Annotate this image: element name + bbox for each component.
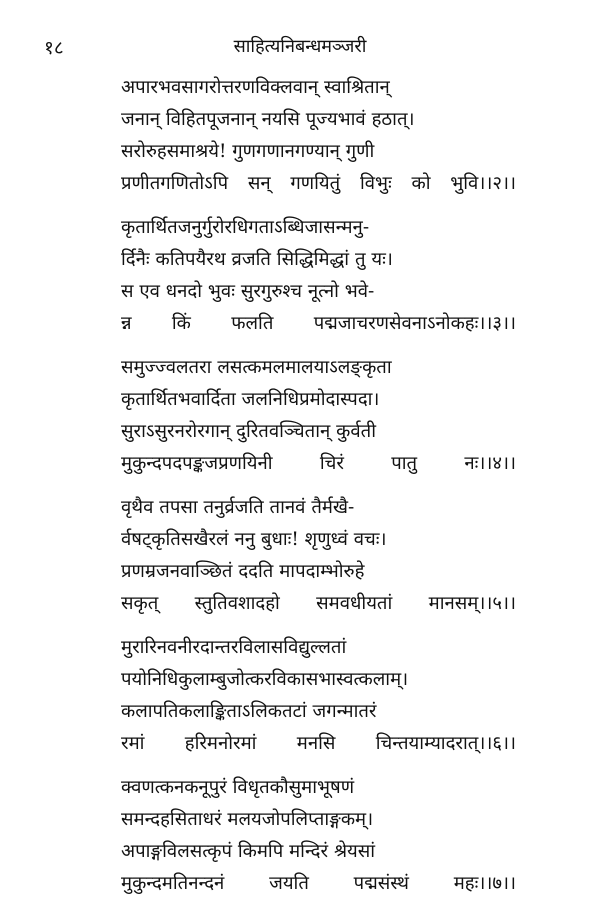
verse-line: र्वषट्कृतिसखैरलं ननु बुधाः! श‍ृणुध्वं वचः।	[121, 529, 387, 550]
verse-3	[121, 212, 516, 340]
verse-line: समुज्ज्वलतरा लसत्कमलमालयाऽलङ्कृता	[121, 357, 392, 378]
verse-line: र्दिनैः कतिपयैरथ व्रजति सिद्धिमिद्धां तु यः।	[121, 249, 393, 270]
verse-line: कृतार्थितभवार्दिता जलनिधिप्रमोदास्पदा।	[121, 389, 380, 410]
verse-line: मुरारिनवनीरदान्तरविलासविद्युल्लतां	[121, 637, 347, 658]
verse-line: न्न किं फलति पद्मजाचरणसेवनाऽनोकहः।।३।।	[121, 313, 516, 334]
verse-line: मुकुन्दमतिनन्दनं जयति पद्मसंस्थं महः।।७।।	[121, 873, 516, 894]
verse-line: समन्दहसिताधरं मलयजोपलिप्ताङ्गकम्।	[121, 809, 374, 830]
verse-7	[121, 772, 516, 900]
verse-line: सकृत् स्तुतिवशादहो समवधीयतां मानसम्।।५।।	[121, 593, 516, 614]
verse-5	[121, 492, 516, 620]
verse-line: रमां हरिमनोरमां मनसि चिन्तयाम्यादरात्।।६।।	[121, 733, 516, 754]
verse-line: सुराऽसुरनरोरगान् दुरितवञ्चितान् कुर्वती	[121, 421, 377, 442]
verse-line: क्वणत्कनकनूपुरं विधृतकौसुमाभूषणं	[121, 777, 355, 798]
verse-line: अपाङ्गविलसत्कृपं किमपि मन्दिरं श्रेयसां	[121, 841, 376, 862]
verse-block	[121, 72, 516, 912]
verse-line: कलापतिकलाङ्किताऽलिकतटां जगन्मातरं	[121, 701, 377, 722]
verse-line: मुकुन्दपदपङ्कजप्रणयिनी चिरं पातु नः।।४।।	[121, 453, 516, 474]
page-number: १८	[44, 37, 64, 59]
verse-line: जनान् विहितपूजनान् नयसि पूज्यभावं हठात्।	[121, 109, 415, 130]
verse-4	[121, 352, 516, 480]
verse-line: सरोरुहसमाश्रये! गुणगणानगण्यान् गुणी	[121, 141, 375, 162]
verse-line: वृथैव तपसा तनुर्व्रजति तानवं तैर्मखै-	[121, 497, 355, 518]
verse-line: स एव धनदो भुवः सुरगुरुश्च नूत्नो भवे-	[121, 281, 375, 302]
verse-line: कृतार्थितजनुर्गुरोरधिगताऽब्धिजासन्मनु-	[121, 217, 370, 238]
page-header	[0, 30, 600, 62]
verse-2	[121, 72, 516, 200]
verse-line: प्रणीतगणितोऽपि सन् गणयितुं विभुः को भुवि।।२।।	[121, 173, 516, 194]
running-title: साहित्यनिबन्धमञ्जरी	[233, 36, 367, 57]
verse-line: प्रणम्रजनवाञ्छितं ददति मापदाम्भोरुहे	[121, 561, 365, 582]
verse-6	[121, 632, 516, 760]
verse-line: अपारभवसागरोत्तरणविक्लवान् स्वाश्रितान्	[121, 77, 390, 98]
verse-line: पयोनिधिकुलाम्बुजोत्करविकासभास्वत्कलाम्।	[121, 669, 409, 690]
